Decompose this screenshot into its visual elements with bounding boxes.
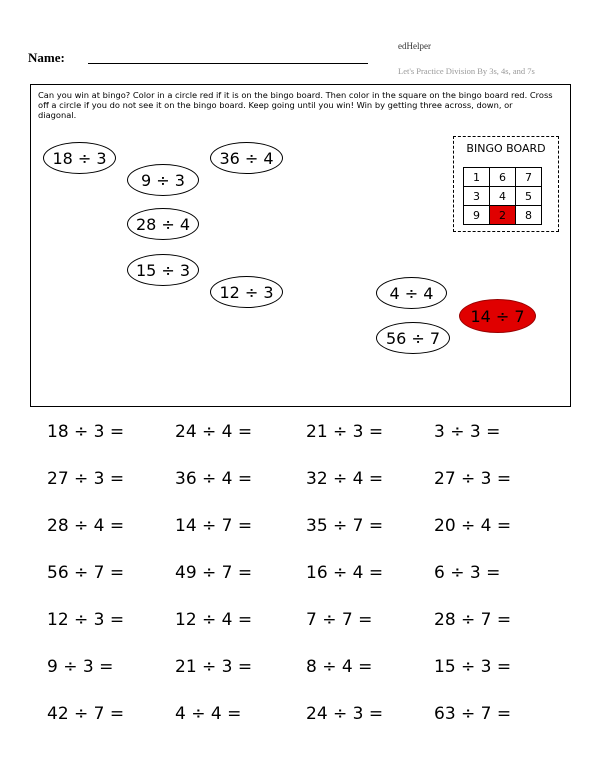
division-problem[interactable]: 63 ÷ 7 = [434, 704, 512, 724]
bingo-circle-colored[interactable]: 14 ÷ 7 [459, 299, 536, 333]
division-problem[interactable]: 18 ÷ 3 = [47, 422, 125, 442]
problem-row [0, 469, 600, 516]
division-problem[interactable]: 35 ÷ 7 = [306, 516, 384, 536]
division-problem[interactable]: 28 ÷ 4 = [47, 516, 125, 536]
instructions: Can you win at bingo? Color in a circle red if it is on the bingo board. Then color in the square on the bingo board red. Cross off a circle if you do not see it on the bingo board. Keep going until you win! Win by getting three across, down, or diagonal. [38, 90, 553, 120]
problem-row [0, 516, 600, 563]
division-problem[interactable]: 12 ÷ 4 = [175, 610, 253, 630]
problem-row [0, 563, 600, 610]
bingo-circle[interactable]: 36 ÷ 4 [210, 142, 283, 174]
division-problem[interactable]: 36 ÷ 4 = [175, 469, 253, 489]
problem-row [0, 704, 600, 751]
bingo-circle[interactable]: 15 ÷ 3 [127, 254, 199, 286]
bingo-cell[interactable]: 4 [490, 187, 516, 206]
division-problem[interactable]: 24 ÷ 4 = [175, 422, 253, 442]
problem-row [0, 657, 600, 704]
problem-row [0, 610, 600, 657]
division-problem[interactable]: 28 ÷ 7 = [434, 610, 512, 630]
division-problem[interactable]: 8 ÷ 4 = [306, 657, 373, 677]
division-problem[interactable]: 9 ÷ 3 = [47, 657, 114, 677]
worksheet-subtitle: Let's Practice Division By 3s, 4s, and 7s [398, 66, 535, 76]
division-problem[interactable]: 15 ÷ 3 = [434, 657, 512, 677]
bingo-circle[interactable]: 56 ÷ 7 [376, 322, 450, 354]
division-problem[interactable]: 21 ÷ 3 = [175, 657, 253, 677]
division-problem[interactable]: 14 ÷ 7 = [175, 516, 253, 536]
division-problem[interactable]: 27 ÷ 3 = [434, 469, 512, 489]
bingo-circle[interactable]: 12 ÷ 3 [210, 276, 283, 308]
bingo-circle[interactable]: 18 ÷ 3 [43, 142, 116, 174]
bingo-cell[interactable]: 6 [490, 168, 516, 187]
bingo-cell[interactable]: 8 [516, 206, 542, 225]
division-problems [0, 422, 600, 751]
division-problem[interactable]: 24 ÷ 3 = [306, 704, 384, 724]
division-problem[interactable]: 49 ÷ 7 = [175, 563, 253, 583]
division-problem[interactable]: 3 ÷ 3 = [434, 422, 501, 442]
bingo-cell[interactable]: 9 [464, 206, 490, 225]
bingo-grid [463, 167, 542, 225]
division-problem[interactable]: 16 ÷ 4 = [306, 563, 384, 583]
division-problem[interactable]: 56 ÷ 7 = [47, 563, 125, 583]
division-problem[interactable]: 6 ÷ 3 = [434, 563, 501, 583]
division-problem[interactable]: 7 ÷ 7 = [306, 610, 373, 630]
bingo-game-box [30, 84, 571, 407]
bingo-cell[interactable]: 7 [516, 168, 542, 187]
bingo-circle[interactable]: 28 ÷ 4 [127, 208, 199, 240]
division-problem[interactable]: 32 ÷ 4 = [306, 469, 384, 489]
bingo-board-title: BINGO BOARD [466, 142, 546, 155]
name-line[interactable] [88, 63, 368, 64]
division-problem[interactable]: 27 ÷ 3 = [47, 469, 125, 489]
division-problem[interactable]: 4 ÷ 4 = [175, 704, 242, 724]
bingo-cell[interactable]: 5 [516, 187, 542, 206]
division-problem[interactable]: 21 ÷ 3 = [306, 422, 384, 442]
bingo-cell-colored[interactable]: 2 [490, 206, 516, 225]
bingo-circle[interactable]: 9 ÷ 3 [127, 164, 199, 196]
bingo-circle[interactable]: 4 ÷ 4 [376, 277, 447, 309]
division-problem[interactable]: 42 ÷ 7 = [47, 704, 125, 724]
problem-row [0, 422, 600, 469]
bingo-cell[interactable]: 3 [464, 187, 490, 206]
name-label: Name: [28, 50, 65, 65]
division-problem[interactable]: 12 ÷ 3 = [47, 610, 125, 630]
division-problem[interactable]: 20 ÷ 4 = [434, 516, 512, 536]
bingo-cell[interactable]: 1 [464, 168, 490, 187]
bingo-board [453, 136, 559, 232]
brand-text: edHelper [398, 41, 431, 51]
